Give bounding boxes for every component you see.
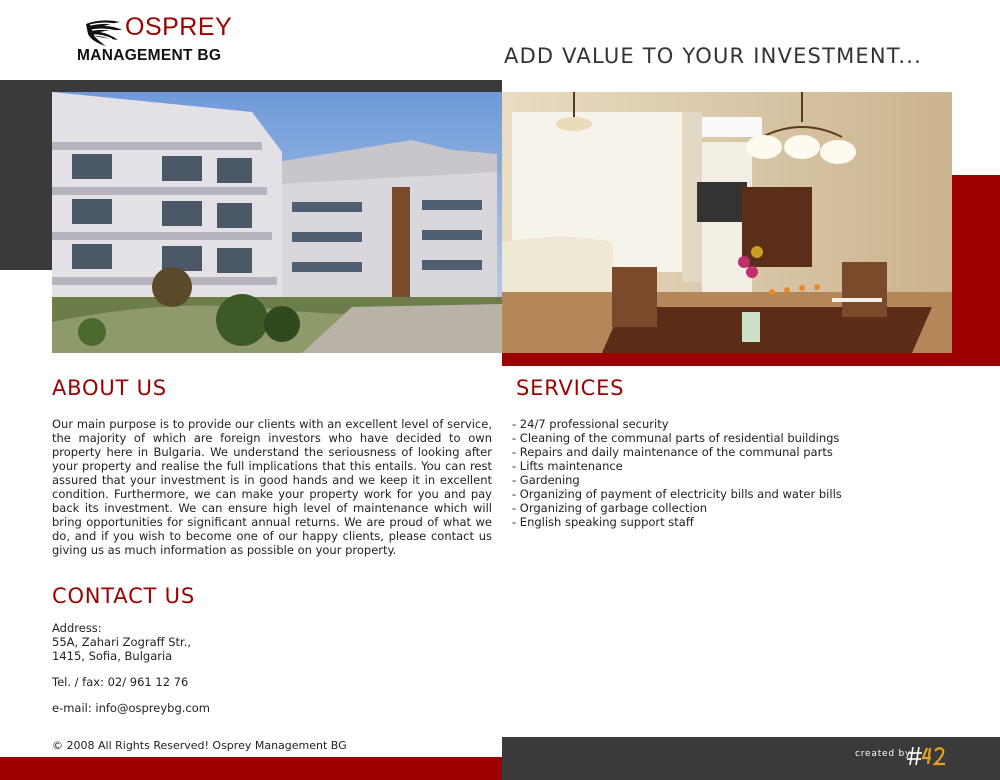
copyright-text: © 2008 All Rights Reserved! Osprey Management BG — [52, 739, 347, 752]
address-label: Address: — [52, 621, 102, 635]
interior-photo — [502, 92, 952, 353]
email-link[interactable]: e-mail: info@ospreybg.com — [52, 701, 210, 715]
address-line: 55A, Zahari Zograff Str., — [52, 635, 192, 649]
service-item: - Organizing of payment of electricity bills and water bills — [512, 487, 842, 501]
contact-details — [52, 621, 452, 715]
about-heading: ABOUT US — [52, 376, 167, 400]
page-tagline: ADD VALUE TO YOUR INVESTMENT... — [504, 44, 922, 68]
service-item: - Lifts maintenance — [512, 459, 623, 473]
service-item: - English speaking support staff — [512, 515, 694, 529]
about-paragraph: Our main purpose is to provide our clients with an excellent level of service, the majority of which are foreign investors who have decided to own property here in Bulgaria. We understand the seriousness of looking after your property and realise the full implications that this entails. You can rest assured that your investment is in good hands and we keep it in excellent condition. Furthermore, we can make your property work for you and pay back its investment. We can ensure high level of maintenance which will bring opportunities for significant annual returns. We are proud of what we do, and if you wish to become one of our happy clients, please contact us giving us as much information as possible on your property. — [52, 417, 492, 557]
decorative-red-block — [952, 175, 1000, 366]
address-line: 1415, Sofia, Bulgaria — [52, 649, 173, 663]
service-item: - Repairs and daily maintenance of the communal parts — [512, 445, 833, 459]
decorative-gray-bar — [0, 80, 502, 92]
services-list — [512, 417, 952, 529]
logo-title[interactable]: OSPREY — [125, 13, 233, 41]
building-photo — [52, 92, 502, 353]
service-item: - Organizing of garbage collection — [512, 501, 708, 515]
designer-logo-icon[interactable] — [907, 744, 951, 768]
footer-red-bar — [0, 757, 502, 780]
service-item: - Cleaning of the communal parts of residential buildings — [512, 431, 840, 445]
logo-subtitle[interactable]: MANAGEMENT BG — [77, 47, 222, 64]
phone-text: Tel. / fax: 02/ 961 12 76 — [52, 675, 189, 689]
credit-text: created by — [855, 749, 912, 759]
service-item: - Gardening — [512, 473, 580, 487]
services-heading: SERVICES — [516, 376, 625, 400]
service-item: - 24/7 professional security — [512, 417, 669, 431]
contact-heading: CONTACT US — [52, 584, 195, 608]
decorative-red-strip — [502, 352, 1000, 366]
decorative-gray-block — [0, 80, 52, 270]
osprey-bird-logo-icon — [84, 16, 124, 48]
